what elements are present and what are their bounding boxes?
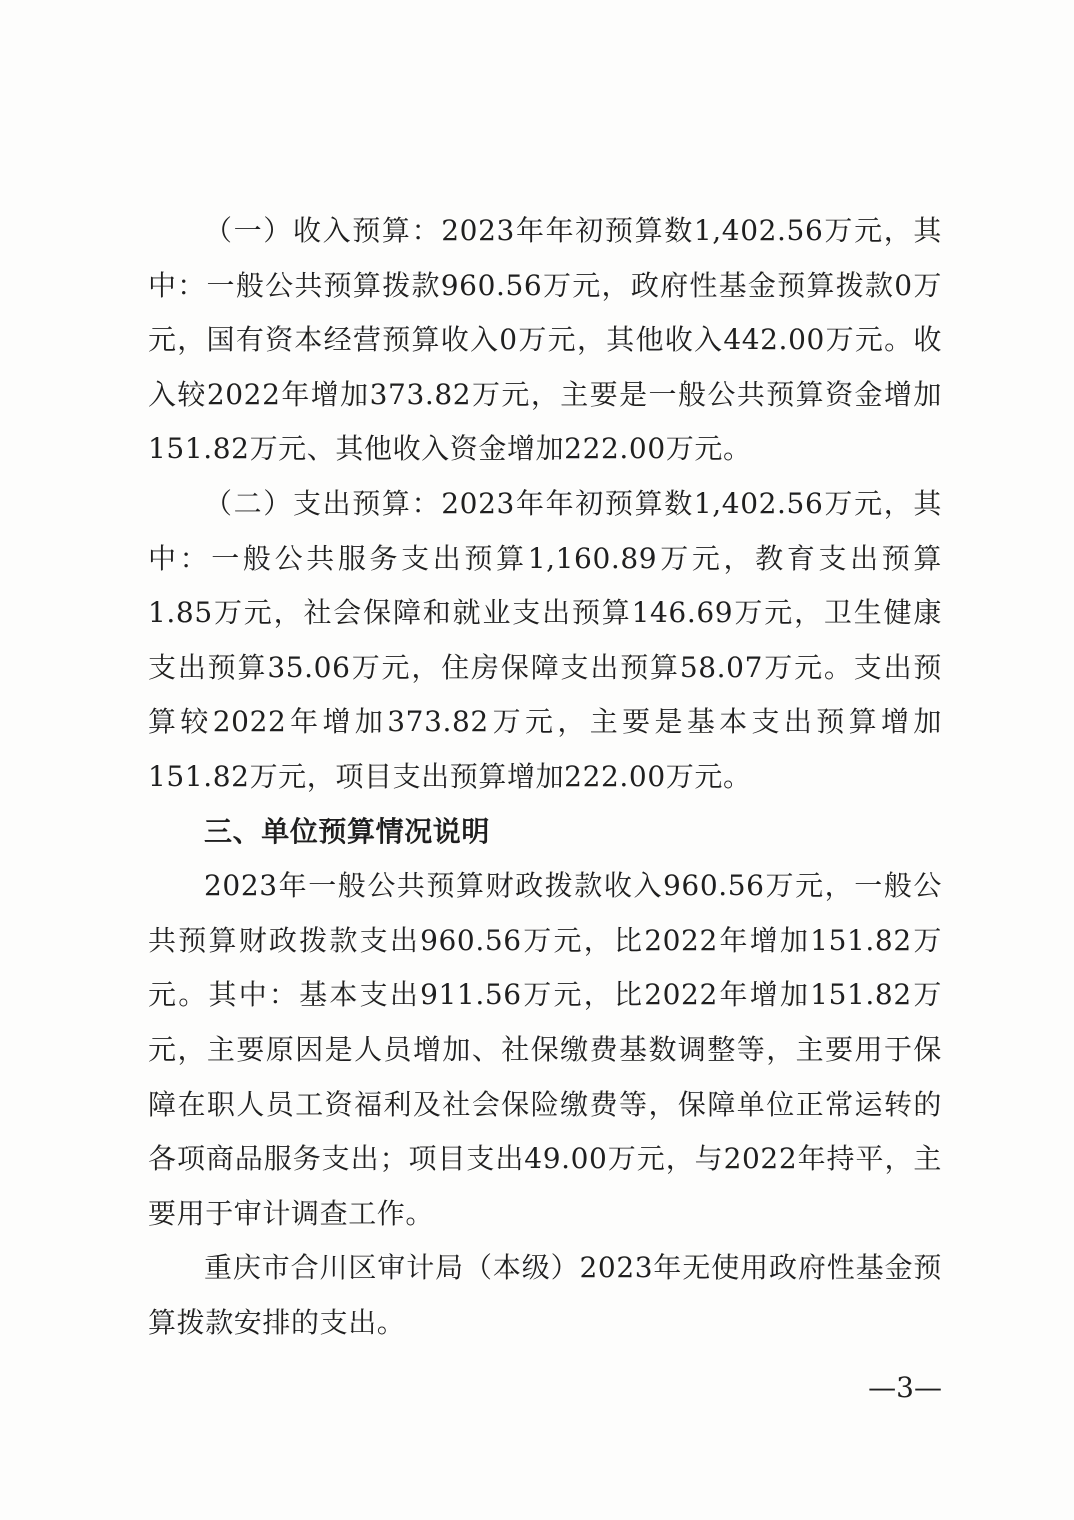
paragraph-income-budget: （一）收入预算：2023年年初预算数1,402.56万元，其中：一般公共预算拨款960.56万元，政府性基金预算拨款0万元，国有资本经营预算收入0万元，其他收入442.00万元。收入较2022年增加373.82万元，主要是一般公共预算资金增加151.82万元、其他收入资金增加222.00万元。 (148, 214, 942, 466)
paragraph-unit-budget: 2023年一般公共预算财政拨款收入960.56万元，一般公共预算财政拨款支出960.56万元，比2022年增加151.82万元。其中：基本支出911.56万元，比2022年增加151.82万元，主要原因是人员增加、社保缴费基数调整等，主要用于保障在职人员工资福利及社会保险缴费等，保障单位正常运转的各项商品服务支出；项目支出49.00万元，与2022年持平，主要用于审计调查工作。 (148, 869, 942, 1230)
paragraph-government-fund: 重庆市合川区审计局（本级）2023年无使用政府性基金预算拨款安排的支出。 (148, 1251, 942, 1339)
page-number: —3— (868, 1371, 942, 1404)
paragraph-expense-budget: （二）支出预算：2023年年初预算数1,402.56万元，其中：一般公共服务支出预算1,160.89万元，教育支出预算1.85万元，社会保障和就业支出预算146.69万元，卫生健康支出预算35.06万元，住房保障支出预算58.07万元。支出预算较2022年增加373.82万元，主要是基本支出预算增加151.82万元，项目支出预算增加222.00万元。 (148, 486, 942, 793)
section-heading: 三、单位预算情况说明 (204, 814, 491, 848)
document-body (148, 204, 942, 1350)
